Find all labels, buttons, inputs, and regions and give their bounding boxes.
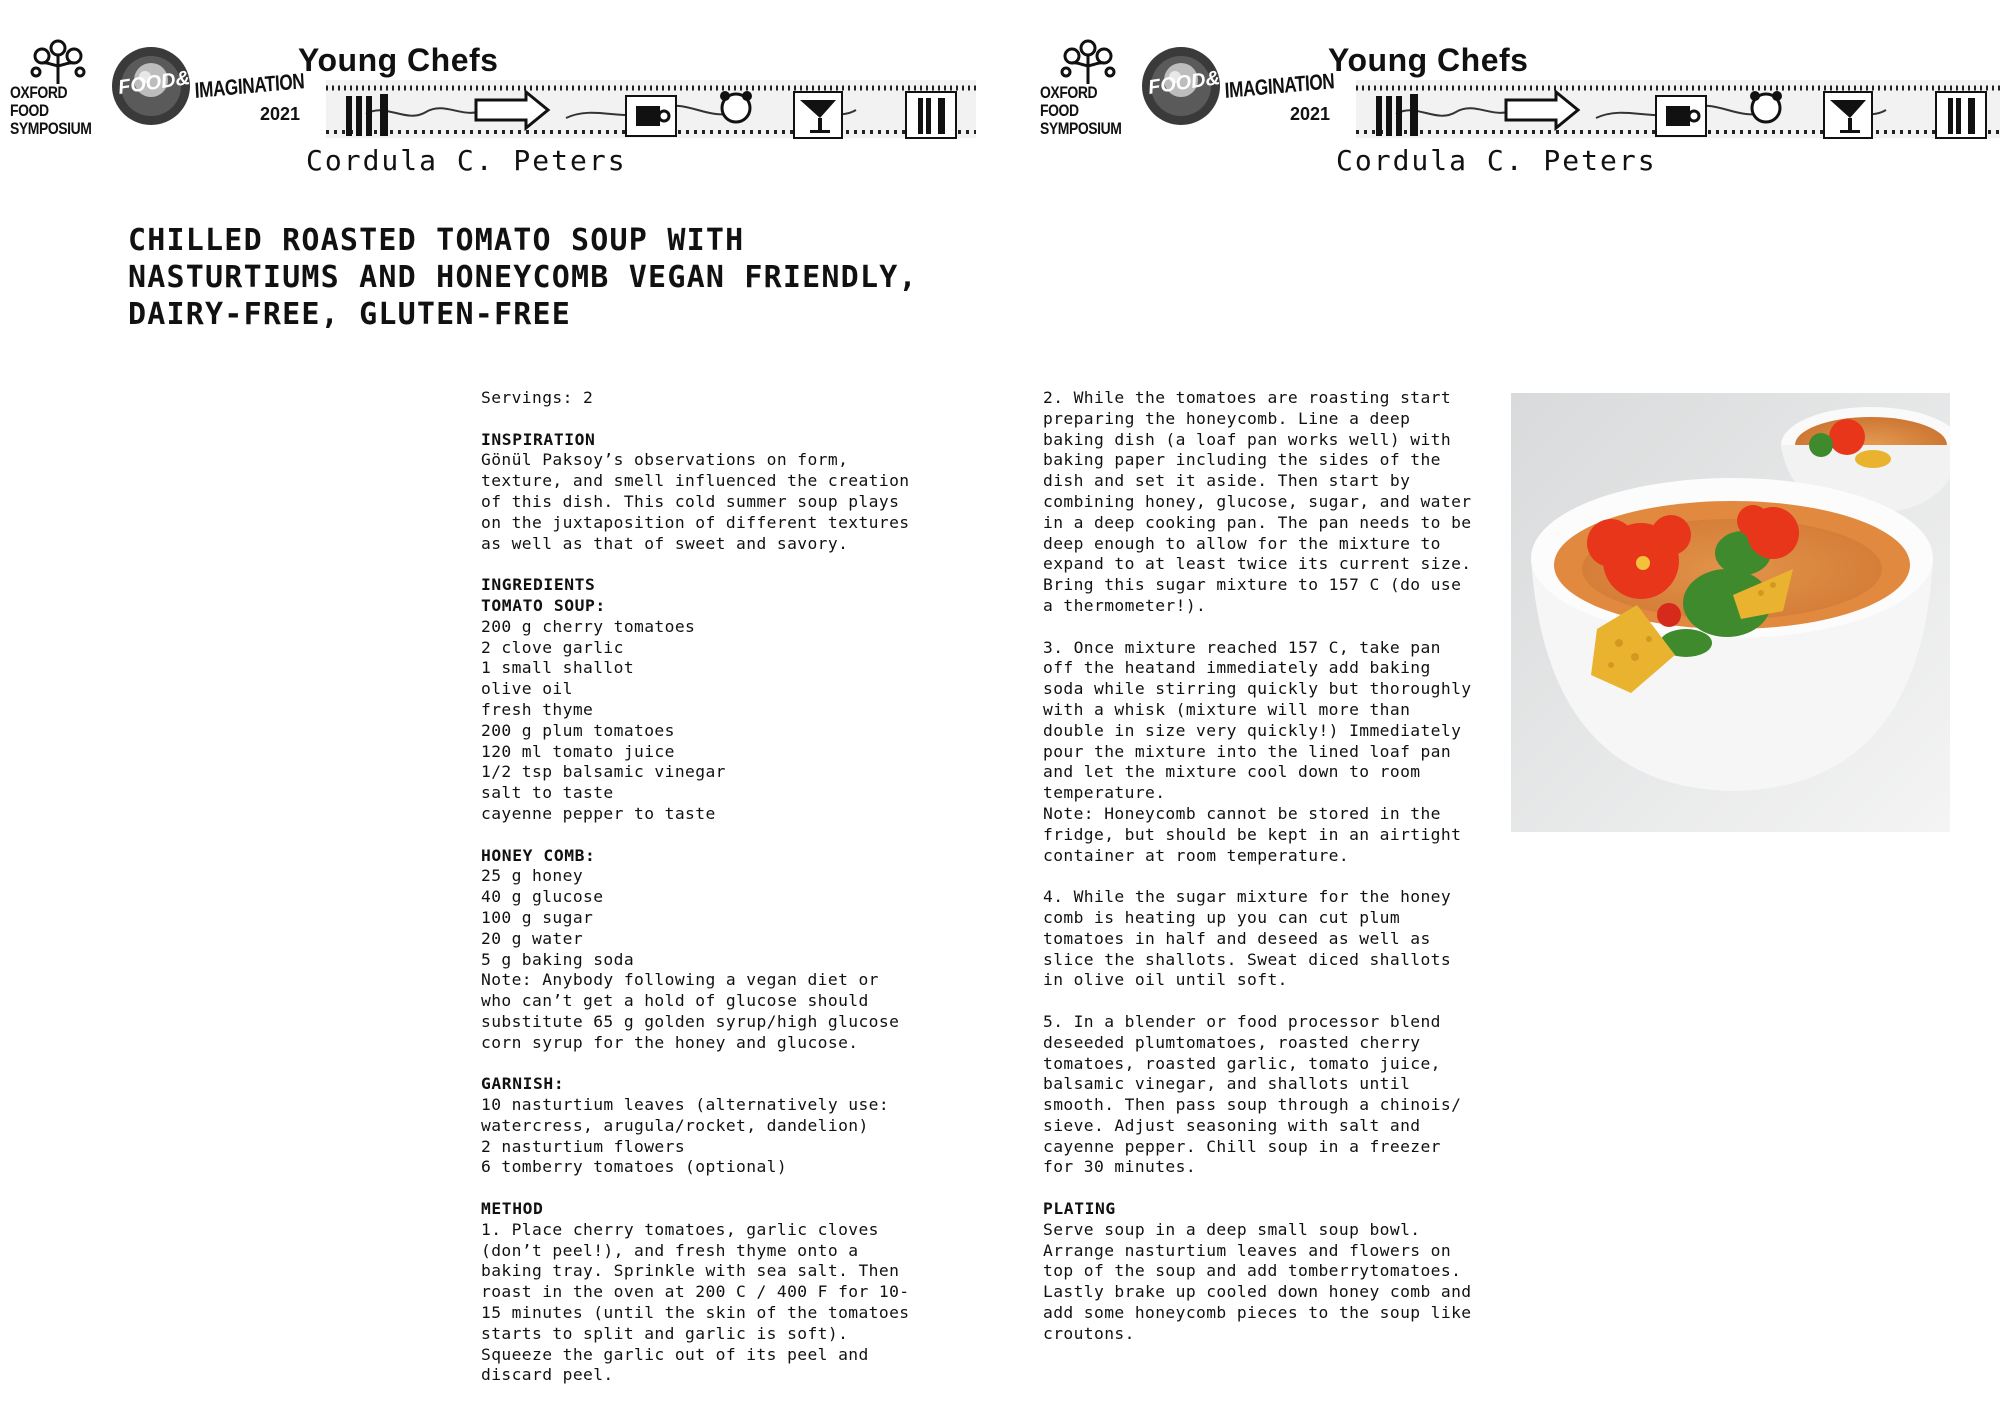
bear-icon bbox=[1750, 91, 1782, 122]
text-line: Servings: 2 bbox=[481, 388, 594, 407]
text-line: double in size very quickly!) Immediately bbox=[1043, 720, 1462, 740]
coffee-cup-icon bbox=[626, 96, 676, 136]
cocktail-glass-icon bbox=[794, 92, 842, 138]
text-line: 5. In a blender or food processor blend bbox=[1043, 1011, 1441, 1031]
food-logo-text: FOOD& bbox=[1146, 67, 1222, 99]
text-line: temperature. bbox=[1043, 783, 1166, 803]
text-line: discard peel. bbox=[481, 1365, 614, 1385]
fork-knife-icon-2 bbox=[1936, 92, 1986, 138]
text-line: sieve. Adjust seasoning with salt and bbox=[1043, 1115, 1421, 1135]
oxford-food-symposium-logo bbox=[10, 36, 102, 136]
text-line: top of the soup and add tomberrytomatoes. bbox=[1043, 1261, 1462, 1281]
recipe-title bbox=[128, 222, 988, 333]
text-line: pour the mixture into the lined loaf pan bbox=[1043, 741, 1452, 761]
text-line: 10 nasturtium leaves (alternatively use: bbox=[481, 1095, 890, 1115]
paragraph-gap bbox=[481, 409, 951, 430]
text-line: 4. While the sugar mixture for the honey bbox=[1043, 887, 1452, 907]
paragraph-gap bbox=[481, 554, 951, 575]
text-line: 5 g baking soda bbox=[481, 949, 635, 969]
decorative-utensil-strip bbox=[1356, 74, 2000, 144]
section-heading: METHOD bbox=[481, 1199, 544, 1219]
imagination-logo-text: IMAGINATION bbox=[194, 68, 305, 103]
text-line: off the heatand immediately add baking bbox=[1043, 658, 1431, 678]
text-line: 1/2 tsp balsamic vinegar bbox=[481, 762, 726, 782]
text-line: Squeeze the garlic out of its peel and bbox=[481, 1344, 869, 1364]
paragraph-gap bbox=[1043, 866, 1513, 887]
oxford-food-symposium-logo bbox=[1040, 36, 1132, 136]
soup-photo bbox=[1511, 393, 1950, 832]
text-line: (don’t peel!), and fresh thyme onto a bbox=[481, 1240, 859, 1260]
text-line: 2. While the tomatoes are roasting start bbox=[1043, 388, 1452, 407]
bear-icon bbox=[720, 91, 752, 122]
title-line-2: NASTURTIUMS AND HONEYCOMB VEGAN FRIENDLY, bbox=[128, 260, 918, 295]
text-line: for 30 minutes. bbox=[1043, 1157, 1197, 1177]
fork-knife-icon-2 bbox=[906, 92, 956, 138]
imagination-logo-text: IMAGINATION bbox=[1224, 68, 1335, 103]
text-line: 40 g glucose bbox=[481, 887, 604, 907]
text-line: baking dish (a loaf pan works well) with bbox=[1043, 429, 1452, 449]
text-line: in olive oil until soft. bbox=[1043, 970, 1288, 990]
text-line: roast in the oven at 200 C / 400 F for 10- bbox=[481, 1282, 910, 1302]
text-line: combining honey, glucose, sugar, and water bbox=[1043, 491, 1472, 511]
text-line: 2 nasturtium flowers bbox=[481, 1136, 686, 1156]
section-heading: GARNISH: bbox=[481, 1074, 565, 1094]
series-title: Young Chefs bbox=[298, 42, 499, 78]
section-heading: HONEY COMB: bbox=[481, 845, 596, 865]
logo-year: 2021 bbox=[260, 104, 301, 124]
text-line: 6 tomberry tomatoes (optional) bbox=[481, 1157, 788, 1177]
food-logo-text: FOOD& bbox=[116, 67, 192, 99]
recipe-column-1 bbox=[481, 388, 951, 1386]
text-line: watercress, arugula/rocket, dandelion) bbox=[481, 1115, 869, 1135]
text-line: add some honeycomb pieces to the soup like bbox=[1043, 1303, 1472, 1323]
text-line: 1 small shallot bbox=[481, 658, 635, 678]
recipe-column-2 bbox=[1043, 388, 1513, 1345]
paragraph-gap bbox=[1043, 1178, 1513, 1199]
title-line-3: DAIRY-FREE, GLUTEN-FREE bbox=[128, 297, 572, 332]
text-line: substitute 65 g golden syrup/high glucose bbox=[481, 1011, 900, 1031]
text-line: 200 g plum tomatoes bbox=[481, 720, 675, 740]
paragraph-gap bbox=[1043, 617, 1513, 638]
paragraph-gap bbox=[481, 1178, 951, 1199]
org-line-2: SYMPOSIUM bbox=[10, 119, 92, 138]
series-title: Young Chefs bbox=[1328, 42, 1529, 78]
text-line: 120 ml tomato juice bbox=[481, 741, 675, 761]
org-line-1: OXFORD FOOD bbox=[10, 83, 68, 120]
text-line: 200 g cherry tomatoes bbox=[481, 616, 696, 636]
text-line: of this dish. This cold summer soup plays bbox=[481, 491, 900, 511]
text-line: as well as that of sweet and savory. bbox=[481, 533, 849, 553]
text-line: balsamic vinegar, and shallots until bbox=[1043, 1074, 1411, 1094]
text-line: and let the mixture cool down to room bbox=[1043, 762, 1421, 782]
section-heading: PLATING bbox=[1043, 1199, 1116, 1219]
text-line: baking tray. Sprinkle with sea salt. Then bbox=[481, 1261, 900, 1281]
logo-year: 2021 bbox=[1290, 104, 1331, 124]
text-line: preparing the honeycomb. Line a deep bbox=[1043, 408, 1411, 428]
text-line: Serve soup in a deep small soup bowl. bbox=[1043, 1219, 1421, 1239]
text-line: deep enough to allow for the mixture to bbox=[1043, 533, 1441, 553]
text-line: Lastly brake up cooled down honey comb and bbox=[1043, 1282, 1472, 1302]
text-line: a thermometer!). bbox=[1043, 595, 1207, 615]
header-banner bbox=[8, 36, 968, 146]
text-line: olive oil bbox=[481, 679, 573, 699]
text-line: in a deep cooking pan. The pan needs to be bbox=[1043, 512, 1472, 532]
text-line: on the juxtaposition of different textures bbox=[481, 512, 910, 532]
tree-icon bbox=[28, 36, 88, 86]
text-line: smooth. Then pass soup through a chinois/ bbox=[1043, 1095, 1462, 1115]
text-line: baking paper including the sides of the bbox=[1043, 450, 1441, 470]
author-name: Cordula C. Peters bbox=[306, 144, 627, 177]
paragraph-gap bbox=[481, 825, 951, 846]
text-line: starts to split and garlic is soft). bbox=[481, 1323, 849, 1343]
cocktail-glass-icon bbox=[1824, 92, 1872, 138]
text-line: Bring this sugar mixture to 157 C (do use bbox=[1043, 575, 1462, 595]
paragraph-gap bbox=[1043, 991, 1513, 1012]
text-line: deseeded plumtomatoes, roasted cherry bbox=[1043, 1032, 1421, 1052]
text-line: tomatoes in half and deseed as well as bbox=[1043, 928, 1431, 948]
text-line: with a whisk (mixture will more than bbox=[1043, 699, 1411, 719]
coffee-cup-icon bbox=[1656, 96, 1706, 136]
text-line: 2 clove garlic bbox=[481, 637, 624, 657]
text-line: container at room temperature. bbox=[1043, 845, 1350, 865]
text-line: corn syrup for the honey and glucose. bbox=[481, 1032, 859, 1052]
text-line: slice the shallots. Sweat diced shallots bbox=[1043, 949, 1452, 969]
text-line: 20 g water bbox=[481, 928, 584, 948]
text-line: 3. Once mixture reached 157 C, take pan bbox=[1043, 637, 1441, 657]
text-line: 25 g honey bbox=[481, 866, 584, 886]
text-line: 15 minutes (until the skin of the tomatoes bbox=[481, 1303, 910, 1323]
header-banner-right bbox=[1038, 36, 1998, 146]
paragraph-gap bbox=[481, 1054, 951, 1075]
text-line: Note: Honeycomb cannot be stored in the bbox=[1043, 803, 1441, 823]
text-line: cayenne pepper. Chill soup in a freezer bbox=[1043, 1136, 1441, 1156]
section-heading: INGREDIENTS bbox=[481, 575, 596, 595]
text-line: cayenne pepper to taste bbox=[481, 803, 716, 823]
text-line: expand to at least twice its current size. bbox=[1043, 554, 1472, 574]
text-line: fresh thyme bbox=[481, 699, 594, 719]
section-heading: INSPIRATION bbox=[481, 429, 596, 449]
text-line: comb is heating up you can cut plum bbox=[1043, 907, 1401, 927]
tree-icon bbox=[1058, 36, 1118, 86]
author-name: Cordula C. Peters bbox=[1336, 144, 1657, 177]
text-line: croutons. bbox=[1043, 1323, 1135, 1343]
text-line: dish and set it aside. Then start by bbox=[1043, 471, 1411, 491]
text-line: tomatoes, roasted garlic, tomato juice, bbox=[1043, 1053, 1441, 1073]
text-line: who can’t get a hold of glucose should bbox=[481, 991, 869, 1011]
text-line: salt to taste bbox=[481, 783, 614, 803]
section-heading: TOMATO SOUP: bbox=[481, 595, 606, 615]
text-line: Note: Anybody following a vegan diet or bbox=[481, 970, 879, 990]
decorative-utensil-strip bbox=[326, 74, 976, 144]
title-line-1: CHILLED ROASTED TOMATO SOUP WITH bbox=[128, 223, 745, 258]
org-line-2: SYMPOSIUM bbox=[1040, 119, 1122, 138]
text-line: Arrange nasturtium leaves and flowers on bbox=[1043, 1240, 1452, 1260]
text-line: soda while stirring quickly but thoroughly bbox=[1043, 679, 1472, 699]
text-line: Gönül Paksoy’s observations on form, bbox=[481, 450, 849, 470]
org-line-1: OXFORD FOOD bbox=[1040, 83, 1098, 120]
text-line: texture, and smell influenced the creation bbox=[481, 471, 910, 491]
text-line: fridge, but should be kept in an airtight bbox=[1043, 824, 1462, 844]
text-line: 1. Place cherry tomatoes, garlic cloves bbox=[481, 1219, 879, 1239]
text-line: 100 g sugar bbox=[481, 907, 594, 927]
